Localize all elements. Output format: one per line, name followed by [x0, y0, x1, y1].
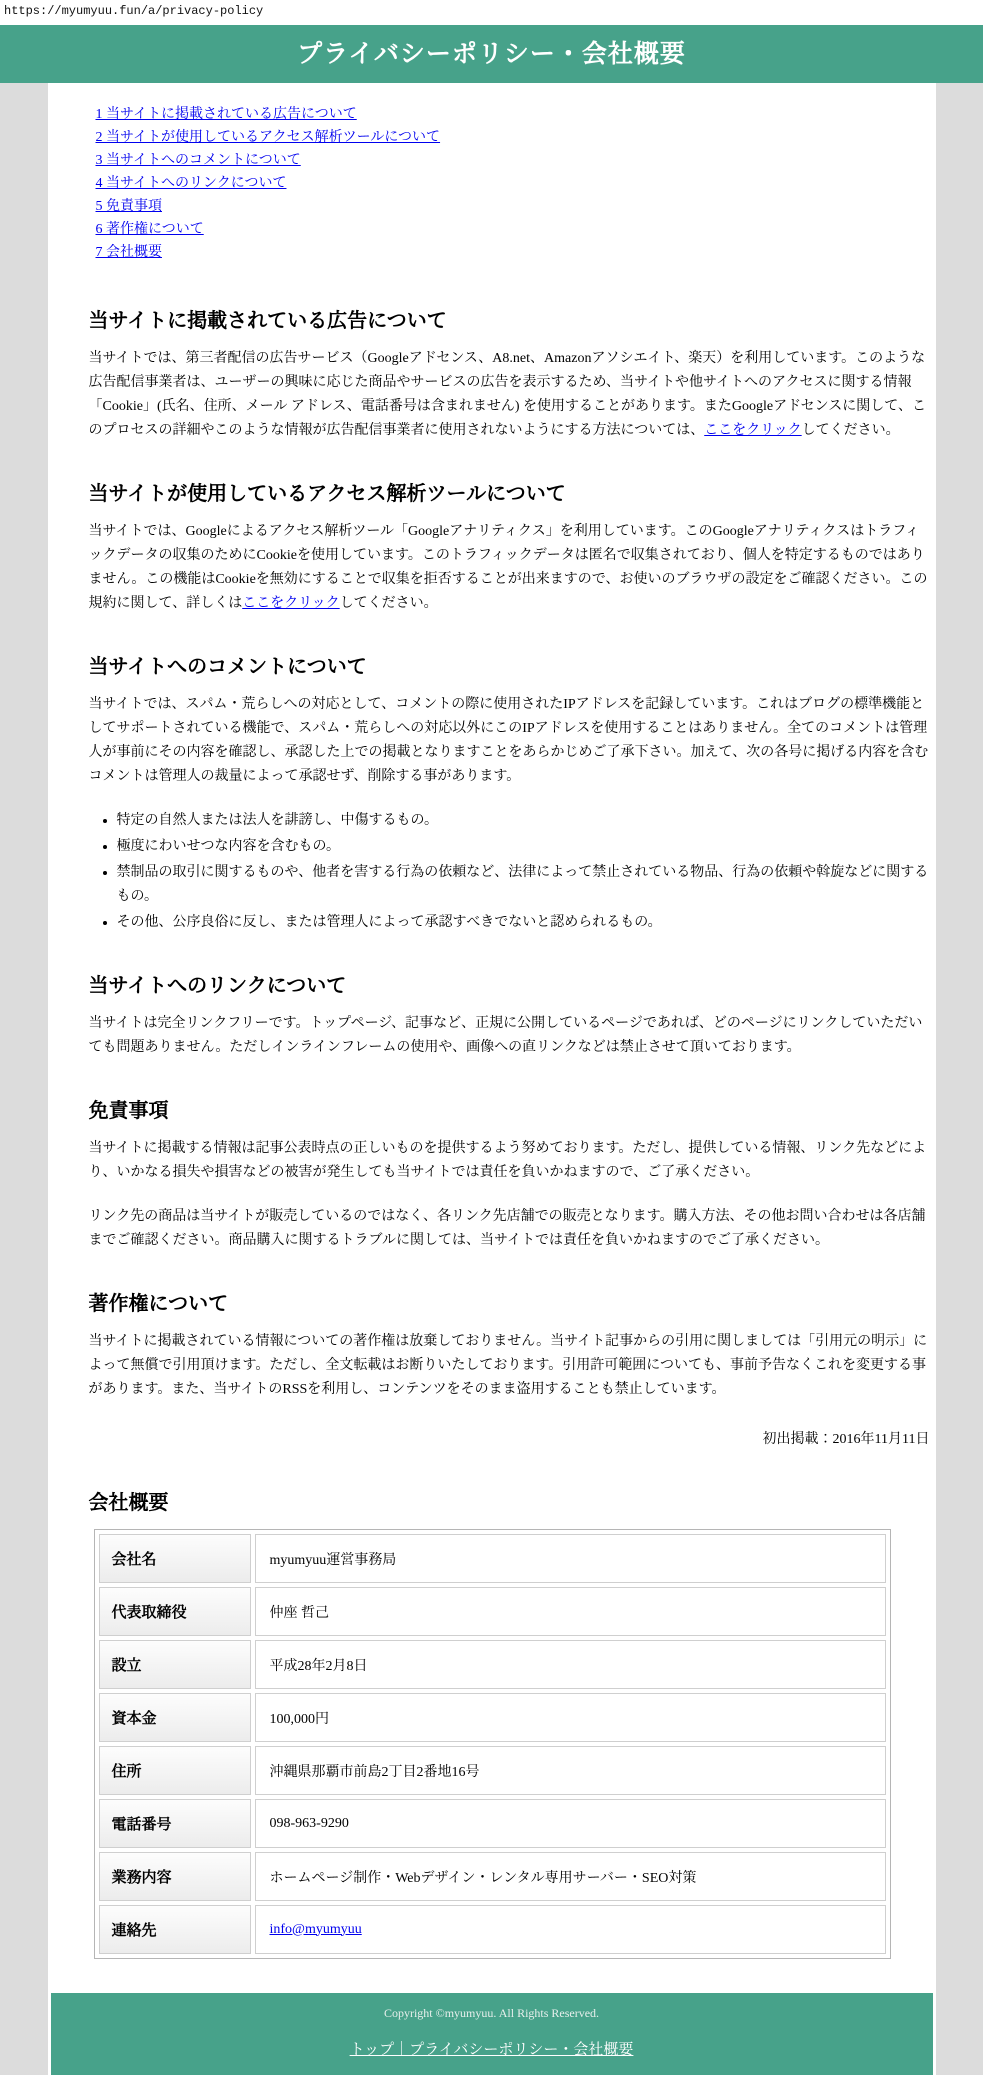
table-row: [99, 1905, 886, 1954]
section-links: [89, 969, 930, 1060]
table-row: [99, 1534, 886, 1583]
table-row: [99, 1693, 886, 1742]
section-comments-heading: 当サイトへのコメントについて: [88, 656, 367, 678]
table-of-contents: [96, 103, 930, 264]
footer-nav-link[interactable]: トップ｜プライバシーポリシー・会社概要: [349, 2041, 634, 2058]
toc-link-analytics[interactable]: 2 当サイトが使用しているアクセス解析ツールについて: [95, 130, 441, 145]
company-name-value: myumyuu運営事務局: [255, 1534, 886, 1583]
url-text: https://myumyuu.fun/a/privacy-policy: [0, 0, 983, 25]
page-footer: [51, 1993, 933, 2075]
business-label: 業務内容: [99, 1852, 251, 1901]
phone-label: 電話番号: [99, 1799, 251, 1848]
section-analytics-body: [89, 520, 930, 616]
toc-link-comments[interactable]: 3 当サイトへのコメントについて: [95, 153, 301, 168]
toc-link-ads[interactable]: 1 当サイトに掲載されている広告について: [95, 107, 357, 122]
section-links-heading: 当サイトへのリンクについて: [88, 975, 347, 997]
page-banner: [0, 25, 983, 83]
ads-optout-link[interactable]: ここをクリック: [704, 423, 802, 438]
address-value: 沖縄県那覇市前島2丁目2番地16号: [255, 1746, 886, 1795]
section-copyright: [89, 1287, 930, 1452]
toc-link-company[interactable]: 7 会社概要: [95, 245, 162, 260]
business-value: ホームページ制作・Webデザイン・レンタル専用サーバー・SEO対策: [255, 1852, 886, 1901]
founded-label: 設立: [99, 1640, 251, 1689]
toc-link-disclaimer[interactable]: 5 免責事項: [95, 199, 162, 214]
toc-link-copyright[interactable]: 6 著作権について: [95, 222, 204, 237]
section-comments-body: 当サイトでは、スパム・荒らしへの対応として、コメントの際に使用されたIPアドレスを記録しています。これはブログの標準機能としてサポートされている機能で、スパム・荒らしへの対応以外にこのIPアドレスを使用することはありません。全てのコメントは管理人が事前にその内容を確認し、承認した上での掲載となりますことをあらかじめご了承下さい。加えて、次の各号に掲げる内容を含むコメントは管理人の裁量によって承認せず、削除する事があります。: [88, 697, 929, 784]
table-row: [99, 1852, 886, 1901]
list-item: • 極度にわいせつな内容を含むもの。: [117, 835, 930, 859]
section-ads-heading: 当サイトに掲載されている広告について: [88, 310, 447, 332]
section-copyright-body: 当サイトに掲載されている情報についての著作権は放棄しておりません。当サイト記事からの引用に関しましては「引用元の明示」によって無償で引用頂けます。ただし、全文転載はお断りいたしております。引用許可範囲についても、事前予告なくこれを変更する事があります。また、当サイトのRSSを利用し、コンテンツをそのまま盗用することも禁止しています。: [88, 1334, 928, 1397]
section-ads-body: [89, 347, 930, 443]
contact-value: [255, 1905, 886, 1954]
section-analytics-text-before: 当サイトでは、Googleによるアクセス解析ツール「Googleアナリティクス」を利用しています。このGoogleアナリティクスはトラフィックデータの収集のためにCookieを使用しています。このトラフィックデータは匿名で収集されており、個人を特定するものではありません。この機能はCookieを無効にすることで収集を拒否することが出来ますので、お使いのブラウザの設定をご確認ください。この規約に関して、詳しくは: [88, 524, 928, 611]
table-row: [99, 1587, 886, 1636]
section-comments: [89, 650, 930, 935]
list-item: • 禁制品の取引に関するものや、他者を害する行為の依頼など、法律によって禁止されている物品、行為の依頼や斡旋などに関するもの。: [117, 861, 930, 909]
section-ads: [89, 304, 930, 443]
list-item: • 特定の自然人または法人を誹謗し、中傷するもの。: [117, 809, 930, 833]
address-label: 住所: [99, 1746, 251, 1795]
ceo-label: 代表取締役: [99, 1587, 251, 1636]
capital-value: 100,000円: [255, 1693, 886, 1742]
company-info-table: [94, 1529, 891, 1959]
section-disclaimer-body2: リンク先の商品は当サイトが販売しているのではなく、各リンク先店舗での販売となります。購入方法、その他お問い合わせは各店舗までご確認ください。商品購入に関するトラブルに関しては、当サイトでは責任を負いかねますのでご了承ください。: [88, 1209, 926, 1248]
ceo-value: 仲座 哲己: [255, 1587, 886, 1636]
phone-value: 098-963-9290: [255, 1799, 886, 1848]
table-row: [99, 1640, 886, 1689]
contact-label: 連絡先: [99, 1905, 251, 1954]
company-name-label: 会社名: [99, 1534, 251, 1583]
content-container: [48, 83, 936, 2075]
footer-copyright: Copyright ©myumyuu. All Rights Reserved.: [383, 2006, 600, 2020]
first-published-date: 初出掲載：2016年11月11日: [762, 1432, 930, 1447]
list-item: • その他、公序良俗に反し、または管理人によって承認すべきでないと認められるもの。: [117, 911, 930, 935]
section-analytics-heading: 当サイトが使用しているアクセス解析ツールについて: [88, 483, 566, 505]
section-analytics: [89, 477, 930, 616]
section-ads-text-before: 当サイトでは、第三者配信の広告サービス（Googleアドセンス、A8.net、Amazonアソシエイト、楽天）を利用しています。このような広告配信事業者は、ユーザーの興味に応じた商品やサービスの広告を表示するため、当サイトや他サイトへのアクセスに関する情報 「Cookie」(氏名、住所、メール アドレス、電話番号は含まれません) を使用することがあります。またGoogleアドセンスに関して、このプロセスの詳細やこのような情報が広告配信事業者に使用されないようにする方法については、: [88, 351, 926, 438]
page-content: [48, 83, 936, 1993]
section-disclaimer-body1: 当サイトに掲載する情報は記事公表時点の正しいものを提供するよう努めております。ただし、提供している情報、リンク先などにより、いかなる損失や損害などの被害が発生しても当サイトでは責任を負いかねますので、ご了承ください。: [88, 1141, 927, 1180]
capital-label: 資本金: [99, 1693, 251, 1742]
section-disclaimer-heading: 免責事項: [88, 1100, 169, 1122]
section-copyright-heading: 著作権について: [88, 1293, 229, 1315]
table-row: [99, 1799, 886, 1848]
section-analytics-text-after: してください。: [339, 596, 438, 611]
table-row: [99, 1746, 886, 1795]
contact-email-link[interactable]: info@myumyuu: [269, 1921, 362, 1937]
analytics-terms-link[interactable]: ここをクリック: [242, 596, 340, 611]
page-background: [0, 83, 983, 2075]
section-company: [89, 1486, 930, 1959]
toc-link-links[interactable]: 4 当サイトへのリンクについて: [95, 176, 287, 191]
founded-value: 平成28年2月8日: [255, 1640, 886, 1689]
section-ads-text-after: してください。: [801, 423, 900, 438]
section-disclaimer: [89, 1094, 930, 1253]
comment-policy-list: [89, 809, 930, 935]
section-company-heading: 会社概要: [88, 1492, 169, 1514]
page-title: プライバシーポリシー・会社概要: [297, 40, 686, 68]
section-links-body: 当サイトは完全リンクフリーです。トップページ、記事など、正規に公開しているページであれば、どのページにリンクしていただいても問題ありません。ただしインラインフレームの使用や、画像への直リンクなどは禁止させて頂いております。: [88, 1016, 923, 1055]
